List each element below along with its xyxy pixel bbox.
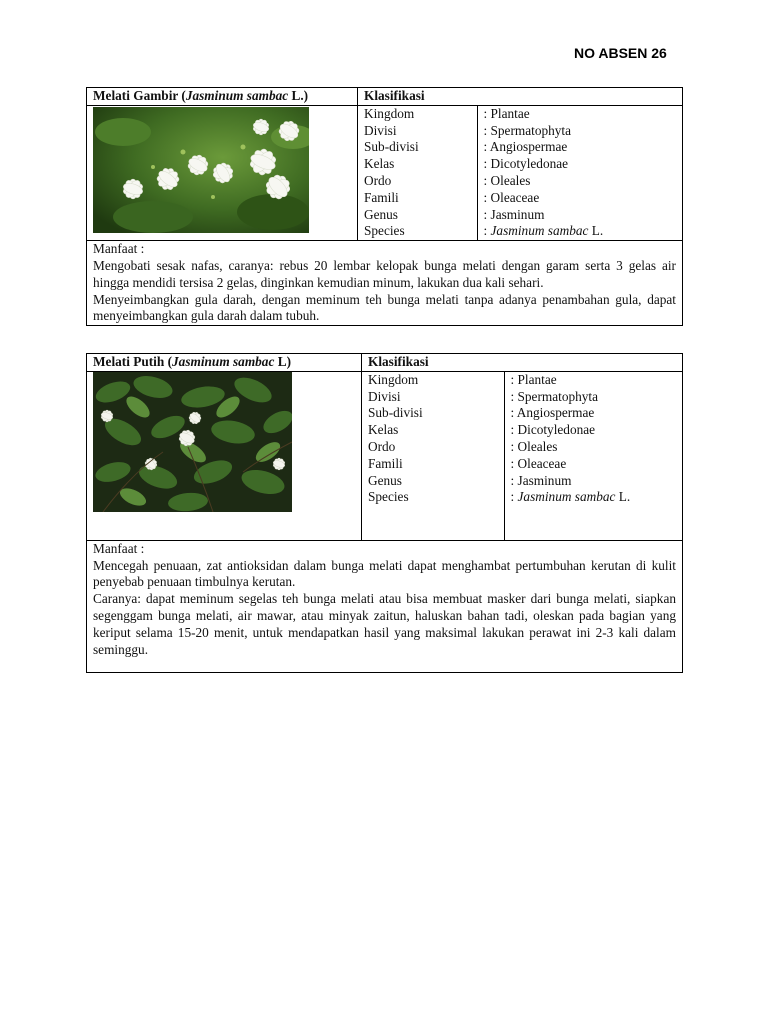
manfaat-paragraph: Caranya: dapat meminum segelas teh bunga melati atau bisa membuat masker dari bunga melati, siapkan segenggam bunga melati, air mawar, atau minyak zaitun, haluskan bahan tadi, oleskan pada bagian yang keriput selama 15-20 menit, untuk mendapatkan hasil yang maksimal lakukan perawat ini 2-3 kali dalam seminggu. bbox=[93, 591, 676, 657]
photo-cell bbox=[87, 105, 358, 240]
klas-row-divisi: Divisi : Spermatophyta bbox=[362, 389, 682, 406]
klasifikasi-table bbox=[358, 106, 682, 240]
manfaat-paragraph: Mengobati sesak nafas, caranya: rebus 20 lembar kelopak bunga melati dengan garam serta 3 gelas air hingga mendidi tersisa 2 gelas, dinginkan kemudian minum, lakukan dua kali sehari. bbox=[93, 257, 676, 290]
klasifikasi-cell bbox=[358, 105, 683, 240]
klas-row-divisi: Divisi : Spermatophyta bbox=[358, 123, 682, 140]
klas-row-species: Species : Jasminum sambac L. bbox=[358, 223, 682, 240]
jasmine-photo bbox=[93, 372, 292, 512]
klas-row-ordo: Ordo : Oleales bbox=[358, 173, 682, 190]
absen-number: NO ABSEN 26 bbox=[574, 45, 667, 61]
manfaat-label: Manfaat : bbox=[93, 241, 145, 257]
plant-card-melati-gambir bbox=[86, 87, 683, 326]
klas-row-famili: Famili : Oleaceae bbox=[362, 456, 682, 473]
manfaat-paragraph: Mencegah penuaan, zat antioksidan dalam bunga melati dapat menghambat pertumbuhan kerutan di kulit penyebab penuaan timbulnya kerutan. bbox=[93, 557, 676, 590]
klas-row-species: Species : Jasminum sambac L. bbox=[362, 489, 682, 506]
plant-title: Melati Putih (Jasminum sambac L) bbox=[87, 354, 362, 372]
klasifikasi-heading: Klasifikasi bbox=[362, 354, 683, 372]
plant-latin-name: Jasminum sambac bbox=[172, 354, 275, 369]
klasifikasi-heading: Klasifikasi bbox=[358, 88, 683, 106]
klas-row-genus: Genus : Jasminum bbox=[358, 207, 682, 224]
klas-row-genus: Genus : Jasminum bbox=[362, 473, 682, 490]
klas-row-kingdom: Kingdom : Plantae bbox=[362, 372, 682, 389]
klasifikasi-table bbox=[362, 372, 682, 540]
klas-row-subdivisi: Sub-divisi : Angiospermae bbox=[362, 405, 682, 422]
manfaat-section bbox=[87, 241, 683, 326]
klas-row-subdivisi: Sub-divisi : Angiospermae bbox=[358, 139, 682, 156]
manfaat-label: Manfaat : bbox=[93, 540, 145, 556]
klas-row-kelas: Kelas : Dicotyledonae bbox=[362, 422, 682, 439]
plant-card-melati-putih bbox=[86, 353, 683, 673]
jasmine-photo bbox=[93, 107, 309, 233]
photo-cell bbox=[87, 371, 362, 540]
klasifikasi-cell bbox=[362, 371, 683, 540]
manfaat-paragraph: Menyeimbangkan gula darah, dengan meminum teh bunga melati tanpa adanya penambahan gula, dapat menyeimbangkan gula darah dalam tubuh. bbox=[93, 291, 676, 324]
manfaat-section bbox=[87, 540, 683, 672]
klas-row-kingdom: Kingdom : Plantae bbox=[358, 106, 682, 123]
klas-row-ordo: Ordo : Oleales bbox=[362, 439, 682, 456]
plant-title: Melati Gambir (Jasminum sambac L.) bbox=[87, 88, 358, 106]
klas-row-kelas: Kelas : Dicotyledonae bbox=[358, 156, 682, 173]
plant-latin-name: Jasminum sambac bbox=[185, 88, 289, 103]
klas-row-famili: Famili : Oleaceae bbox=[358, 190, 682, 207]
